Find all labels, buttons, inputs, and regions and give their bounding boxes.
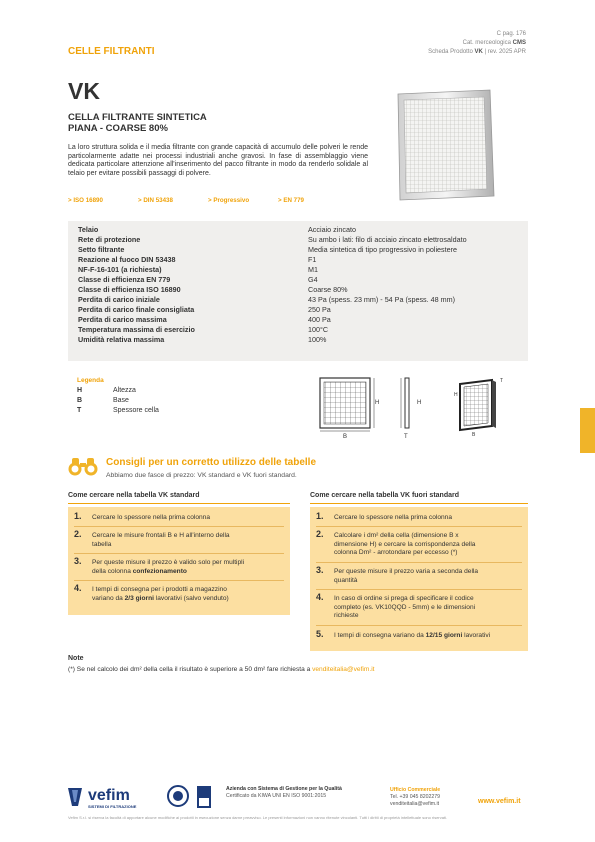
binoculars-icon [68,455,98,477]
divider [68,503,290,504]
website-link[interactable]: www.vefim.it [478,798,521,805]
custom-steps-box: 1. Cercare lo spessore nella prima colonna 2. Calcolare i dm² della cella (dimensione B x dimensione H) e cercare la corrispondenza della colonna Dm² - arrotondare per eccesso (*) 3. Per queste misure il prezzo varia a seconda della quantità 4. In caso di ordine si prega di specificare il codice completo (es. VK10QQD - 5mm) e le dimensioni richieste 5. I tempi di consegna variano da 12/15 giorni lavorativi [310,507,528,651]
svg-text:SISTEMI DI FILTRAZIONE: SISTEMI DI FILTRAZIONE [88,804,137,809]
note-text: (*) Se nel calcolo dei dm² della cella il risultato è superiore a 50 dm² fare richiesta a venditeitalia@vefim.it [68,666,375,673]
product-code: VK [68,78,100,104]
tips-title: Consigli per un corretto utilizzo delle tabelle [106,457,317,468]
product-subtitle: CELLA FILTRANTE SINTETICA PIANA - COARSE 80% [68,112,207,134]
document-header-info [428,30,526,57]
tips-subtitle: Abbiamo due fasce di prezzo: VK standard e VK fuori standard. [106,472,297,479]
note-title: Note [68,655,84,662]
iso-label-b: B [472,432,476,438]
standard-en-779: > EN 779 [278,197,304,204]
certification-seal-icon [167,784,189,810]
section-title: CELLE FILTRANTI [68,46,155,57]
side-tab-marker [580,408,595,453]
sales-office-contact: Ufficio Commerciale Tel. +39 045 8202279 venditeitalia@vefim.it [390,787,441,807]
catalog-category: Cat. merceologica CMS [462,40,526,46]
standards-list [68,197,368,204]
custom-table-title: Come cercare nella tabella VK fuori standard [310,492,459,499]
legend-title: Legenda [77,377,104,384]
vefim-logo [68,784,158,810]
product-photo [390,88,496,201]
kiwa-logo-icon [196,784,212,810]
dim-label-t: T [404,434,408,440]
sales-email-link[interactable]: venditeitalia@vefim.it [312,666,375,673]
standard-din-53438: > DIN 53438 [138,197,173,204]
dim-label-h: H [375,400,380,406]
svg-text:vefim: vefim [88,787,130,804]
iso-label-t: T [500,378,504,384]
product-description: La loro struttura solida e il media filtrante con grande capacità di accumulo delle polveri le rende particolarmente adatte nei processi industriali anche gravosi. In fase di assemblaggio viene dedicata particolare attenzione all'inserimento del pacco filtrante in modo da renderlo solidale al telaio per evitare possibili passaggi di polvere. [68,144,368,177]
product-sheet-info: Scheda Prodotto VK | rev. 2025 APR [428,49,526,55]
divider [310,503,528,504]
page-reference: C pag. 176 [496,31,526,37]
dimension-diagrams [310,372,510,442]
standard-progressivo: > Progressivo [208,197,250,204]
iso-label-h: H [454,392,458,398]
standard-table-title: Come cercare nella tabella VK standard [68,492,200,499]
quality-certification: Azienda con Sistema di Gestione per la Qualità Certificato da KIWA UNI EN ISO 9001:2015 [226,786,342,799]
standard-steps-box: 1. Cercare lo spessore nella prima colonna 2. Cercare le misure frontali B e H all'interno della tabella 3. Per queste misure il prezzo è valido solo per multipli della colonna confezionamento 4. I tempi di consegna per i prodotti a magazzino variano da 2/3 giorni lavorativi (salvo venduto) [68,507,290,615]
legal-disclaimer: Vefim S.r.l. si riserva la facoltà di apportare alcune modifiche ai prodotti in esecuzione senza darne preavviso. Le presenti informazioni non vanno ritenute vincolanti. Tutti i diritti di proprietà intellettuale sono riservati. [68,815,448,820]
specifications-table: Telaio Acciaio zincato Rete di protezione Su ambo i lati: filo di acciaio zincato elettrosaldato Setto filtrante Media sintetica di tipo progressivo in poliestere Reazione al fuoco DIN 53438 F1 NF-F-16-101 (a richiesta) M1 Classe di efficienza EN 779 G4 Classe di efficienza ISO 16890 Coarse 80% Perdita di carico iniziale 43 Pa (spess. 23 mm) - 54 Pa (spess. 48 mm) Perdita di carico finale consigliata 250 Pa Perdita di carico massima 400 Pa Temperatura massima di esercizio 100°C Umidità relativa massima 100% [68,221,528,361]
dim-label-side-h: H [417,400,422,406]
dim-label-b: B [343,434,348,440]
standard-iso-16890: > ISO 16890 [68,197,103,204]
